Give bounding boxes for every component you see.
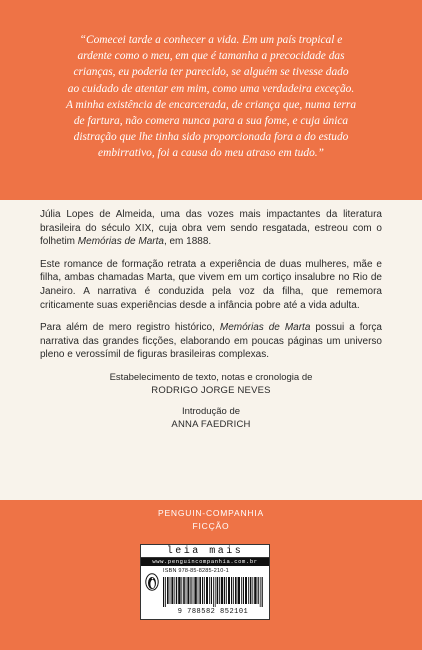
back-cover-quote	[0, 0, 422, 200]
quote-line: “Comecei tarde a conhecer a vida. Em um país tropical e	[79, 34, 343, 46]
barcode	[163, 577, 265, 607]
description-paragraph-significance: Para além de mero registro histórico, Memórias de Marta possui a força narrativa das grandes ficções, elaborando em poucas páginas um universo pleno e verossímil de figuras brasileiras complexas.	[40, 322, 382, 361]
description-panel	[0, 200, 422, 500]
penguin-icon	[145, 573, 159, 591]
imprint	[0, 507, 422, 532]
editor-role: Estabelecimento de texto, notas e cronologia de	[109, 371, 313, 383]
quote-line: A minha existência de encarcerada, de criança que, numa terra	[65, 98, 357, 111]
editor-name: RODRIGO JORGE NEVES	[151, 384, 271, 396]
quote-line: ao cuidado de atentar em mim, como uma verdadeira exceção.	[67, 82, 355, 95]
publisher-footer	[0, 500, 422, 650]
quote-line: ardente como o meu, em que é tamanha a precocidade das	[77, 50, 345, 63]
imprint-publisher: PENGUIN-COMPANHIA	[157, 508, 264, 518]
quote-line: crianças, eu poderia ter parecido, se alguém se tivesse dado	[73, 66, 349, 79]
quote-line: distração que lhe tinha sido proporcionada fora a do estudo	[73, 131, 349, 144]
book-title: Memórias de Marta	[219, 322, 311, 334]
isbn-label: ISBN 978-85-8285-210-1	[163, 568, 229, 574]
description-paragraph-author: Júlia Lopes de Almeida, uma das vozes mais impactantes da literatura brasileira do século XIX, cuja obra vem sendo resgatada, estreou com o folhetim Memórias de Marta, em 1888.	[40, 209, 382, 248]
intro-name: ANNA FAEDRICH	[171, 418, 251, 430]
barcode-box	[140, 544, 270, 620]
leia-mais-label: leia mais	[141, 545, 269, 558]
book-title: Memórias de Marta	[77, 236, 164, 248]
imprint-genre: FICÇÃO	[192, 520, 230, 531]
quote-line: embirrativo, foi a causa do meu atraso em tudo.”	[98, 147, 324, 160]
barcode-digits: 9 788582 852101	[177, 608, 249, 616]
publisher-website: www.penguincompanhia.com.br	[141, 558, 269, 566]
quote-line: de fartura, não comera nunca para a sua fome, e cuja única	[73, 115, 349, 128]
description-paragraph-plot: Este romance de formação retrata a experiência de duas mulheres, mãe e filha, ambas chamadas Marta, que vivem em um cortiço insalubre no Rio de Janeiro. A narrativa é conduzida pela voz da filha, que rememora criticamente suas experiências desde a infância pobre até a vida adulta.	[40, 258, 382, 311]
intro-role: Introdução de	[181, 405, 241, 417]
